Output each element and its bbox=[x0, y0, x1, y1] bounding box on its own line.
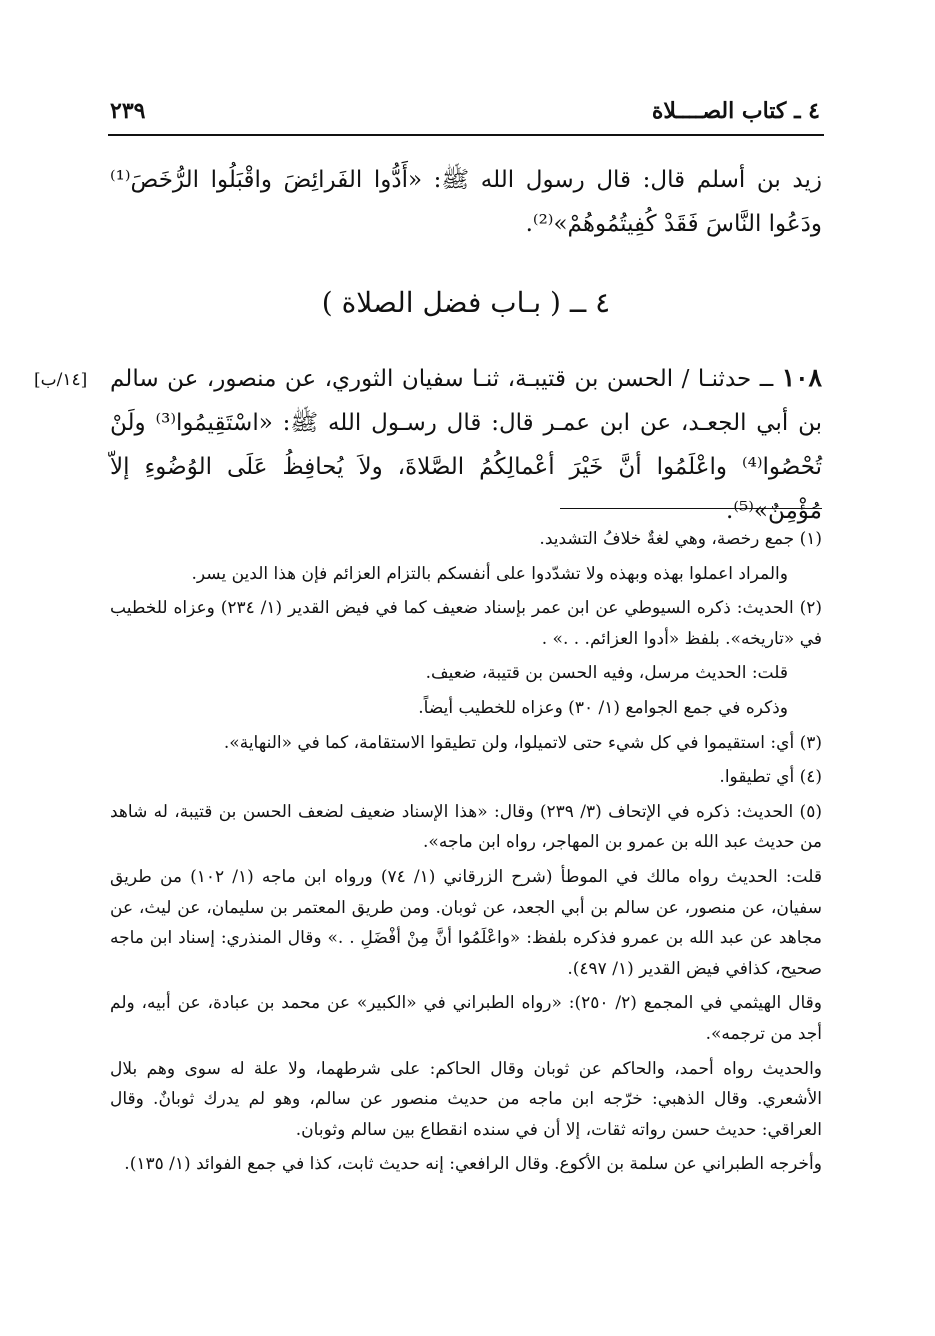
footnote-1-continued: والمراد اعملوا بهذه وبهذه ولا تشدّدوا على أنفسكم بالتزام العزائم فإن هذا الدين يسر. bbox=[191, 563, 788, 584]
footnote-3: (٣) أي: استقيموا في كل شيء حتى لاتميلوا، ولن تطيقوا الاستقامة، كما في «النهاية». bbox=[223, 732, 822, 753]
running-header bbox=[110, 98, 820, 132]
hadith-paragraph bbox=[110, 356, 822, 533]
page-number: ٢٣٩ bbox=[110, 98, 146, 124]
intro-text: زيد بن أسلم قال: قال رسول الله ﷺ: «أَدُّوا الفَرائِضَ واقْبَلُوا الرُّخَصَ⁽¹⁾ ودَعُوا النَّاسَ فَقَدْ كُفِيتُمُوهُمْ»⁽²⁾. bbox=[110, 167, 822, 237]
footnote-divider bbox=[560, 508, 822, 509]
footnote-2-source: وذكره في جمع الجوامع (١/ ٣٠) وعزاه للخطيب أيضاً. bbox=[418, 697, 788, 718]
intro-paragraph bbox=[110, 158, 822, 246]
footnotes bbox=[110, 524, 822, 1184]
footnote-5-haythami: وقال الهيثمي في المجمع (٢/ ٢٥٠): «رواه الطبراني في «الكبير» عن محمد بن عبادة، عن أبيه، ولم أجد من ترجمه». bbox=[110, 993, 822, 1044]
footnote-5: (٥) الحديث: ذكره في الإتحاف (٣/ ٢٣٩) وقال: «هذا الإسناد ضعيف لضعف الحسن بن قتيبة، له شاهد من حديث عبد الله بن عمرو بن المهاجر، رواه ابن ماجه». bbox=[110, 801, 822, 853]
footnote-4: (٤) أي تطيقوا. bbox=[719, 767, 822, 788]
section-heading: ٤ ــ ( بـاب فضل الصلاة ) bbox=[321, 286, 611, 319]
footnote-1: (١) جمع رخصة، وهي لغةٌ خلافُ التشديد. bbox=[539, 529, 822, 549]
manuscript-folio-reference: [١٤/ب] bbox=[34, 370, 88, 390]
footnote-2: (٢) الحديث: ذكره السيوطي عن ابن عمر بإسناد ضعيف كما في فيض القدير (١/ ٢٣٤) وعزاه للخطيب في «تاريخه». بلفظ «أدوا العزائم. . .» . bbox=[110, 598, 823, 649]
chapter-title: ٤ ـ كتاب الصــــلاة bbox=[651, 98, 820, 124]
hadith-text: ــ حدثنـا / الحسن بن قتيبـة، ثنـا سفيان الثوري، عن منصور، عن سالم بن أبي الجعـد، عن ابن عمـر قال: قال رسـول الله ﷺ: «اسْتَقِيمُوا⁽³⁾ ولَنْ تُحْصُوا⁽⁴⁾ واعْلَمُوا أنَّ خَيْرَ أعْمالِكُمُ الصَّلاةَ، ولاَ يُحافِظُ عَلَى الوُضُوءِ إلاّ مُؤْمِنٌ»⁽⁵⁾. bbox=[110, 366, 822, 524]
footnote-2-remark: قلت: الحديث مرسل، وفيه الحسن بن قتيبة، ضعيف. bbox=[425, 663, 788, 684]
header-divider bbox=[108, 134, 824, 136]
hadith-number: ١٠٨ bbox=[781, 363, 822, 392]
footnote-5-remark: قلت: الحديث رواه مالك في الموطأ (شرح الزرقاني (١/ ٧٤) ورواه ابن ماجه (١/ ١٠٢) من طريق سفيان، عن منصور، عن سالم بن أبي الجعد، عن ثوبان. ومن طريق المعتمر بن سليمان، عن ليث، عن مجاهد عن عبد الله بن عمرو فذكره بلفظ: «واعْلَمُوا أنَّ مِنْ أفْضَلِ . .» وقال المنذري: إسناد ابن ماجه صحيح، كذافي فيض القدير (١/ ٤٩٧). bbox=[110, 866, 823, 979]
footnote-5-ahmad: والحديث رواه أحمد، والحاكم عن ثوبان وقال الحاكم: على شرطهما، ولا علة له سوى وهم بلال الأشعري. وقال الذهبي: خرّجه ابن ماجه من حديث منصور عن سالم، وهو لم يدرك ثوبانٌ. وقال العراقي: حديث حسن رواته ثقات، إلا أن في سنده انقطاع بين سالم وثوبان. bbox=[110, 1058, 822, 1140]
footnote-5-tabarani: وأخرجه الطبراني عن سلمة بن الأكوع. وقال الرافعي: إنه حديث ثابت، كذا في جمع الفوائد (١/ ١٣٥). bbox=[124, 1154, 822, 1175]
